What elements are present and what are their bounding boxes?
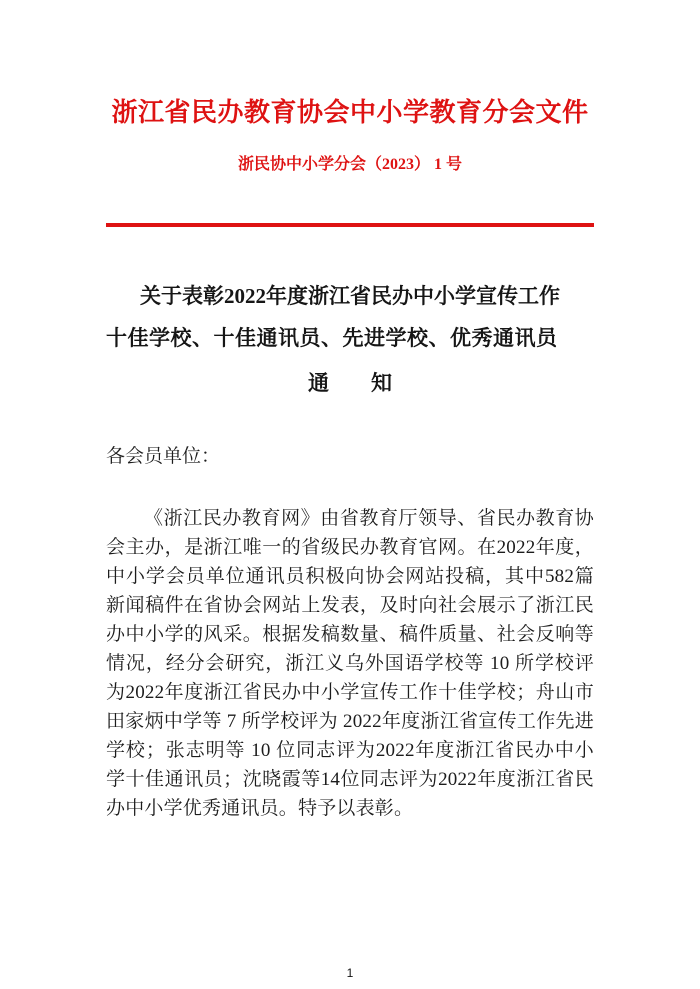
document-title	[106, 279, 594, 400]
issuing-org-title: 浙江省民办教育协会中小学教育分会文件	[111, 98, 589, 127]
red-separator-line	[106, 223, 594, 227]
document-title-line1: 关于表彰2022年度浙江省民办中小学宣传工作	[140, 284, 560, 308]
body-paragraph: 《浙江民办教育网》由省教育厅领导、省民办教育协会主办，是浙江唯一的省级民办教育官网。在2022年度，中小学会员单位通讯员积极向协会网站投稿，其中582篇新闻稿件在省协会网站上发表，及时向社会展示了浙江民办中小学的风采。根据发稿数量、稿件质量、社会反响等情况，经分会研究，浙江义乌外国语学校等 10 所学校评为2022年度浙江省民办中小学宣传工作十佳学校；舟山市田家炳中学等 7 所学校评为 2022年度浙江省宣传工作先进学校；张志明等 10 位同志评为2022年度浙江省民办中小学十佳通讯员；沈晓霞等14位同志评为2022年度浙江省民办中小学优秀通讯员。特予以表彰。	[106, 508, 594, 819]
salutation: 各会员单位：	[106, 446, 221, 467]
document-main	[106, 279, 594, 823]
document-title-line2: 十佳学校、十佳通讯员、先进学校、优秀通讯员	[106, 326, 558, 350]
document-title-line3: 通 知	[308, 371, 392, 395]
document-number: 浙民协中小学分会（2023） 1 号	[237, 156, 462, 173]
page-number: 1	[346, 966, 354, 980]
document-header	[106, 97, 594, 227]
page-footer	[0, 964, 700, 982]
